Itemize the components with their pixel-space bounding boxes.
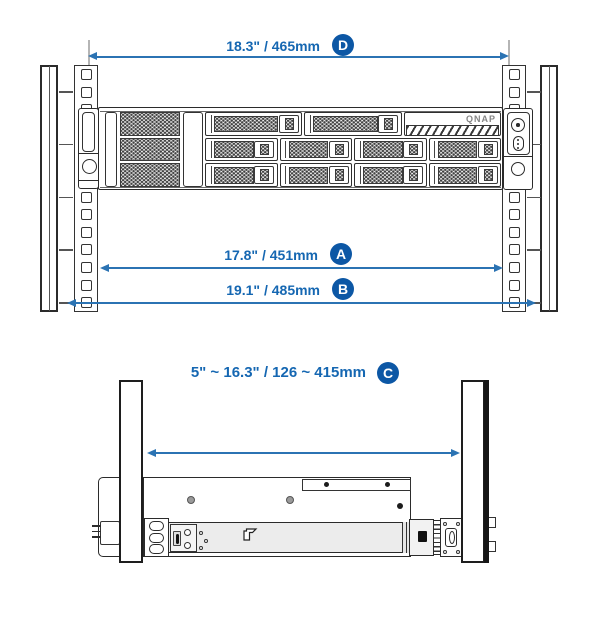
ear-divider-line: [79, 153, 98, 154]
drive-tray: [205, 112, 302, 136]
tray-mesh: [289, 141, 329, 158]
tray-latch: [329, 141, 349, 159]
tray-latch-slot: [285, 118, 294, 130]
tray-latch-slot: [409, 169, 418, 181]
rail-end-block: [440, 518, 462, 557]
side-view-post-left: [119, 380, 143, 563]
led-dots: [514, 137, 523, 149]
tray-handle-line: [434, 166, 435, 184]
rack-post-left-rail-seam-line: [49, 66, 50, 311]
mounting-ear-left: [78, 108, 99, 189]
vent-mesh-row: [120, 163, 180, 187]
rail-latch-plate: [170, 524, 197, 552]
drive-tray: [354, 138, 427, 162]
side-view-post-right-shadow-edge: [484, 380, 490, 563]
tray-mesh: [313, 116, 377, 133]
u-mark-line: [59, 91, 73, 93]
connector-pin-line: [92, 525, 101, 527]
end-block-screw: [443, 550, 447, 554]
plate-screw-hole: [184, 529, 191, 536]
drive-tray: [280, 163, 353, 187]
tray-latch: [279, 115, 299, 133]
dimension-b-arrowhead-right: [527, 299, 536, 307]
dimension-c-badge: C: [377, 362, 399, 384]
dimension-d-arrowhead-right: [500, 52, 509, 60]
u-mark-line: [527, 91, 541, 93]
led-dot: [517, 139, 519, 141]
tray-latch-slot: [335, 144, 344, 156]
strip-screw-dot: [324, 482, 329, 487]
tray-mesh: [289, 167, 329, 184]
tray-latch: [403, 141, 423, 159]
brand-panel-vent-hatch: [406, 125, 499, 136]
bracket-lock-pin: [418, 531, 427, 542]
dimension-a-arrowhead-left: [100, 264, 109, 272]
chassis-screw-dot: [187, 496, 195, 504]
drive-bay-grid: [205, 112, 501, 187]
chassis-screw-dot: [286, 496, 294, 504]
bracket-slot-hole: [149, 544, 164, 554]
u-mark-line: [59, 197, 73, 199]
rack-post-left-u-marks: [59, 91, 73, 304]
tray-mesh: [438, 141, 478, 158]
mounting-hole-icon: [81, 262, 92, 273]
mounting-ear-right: [503, 108, 533, 190]
plate-screw-hole: [184, 542, 191, 549]
drive-tray: [429, 163, 502, 187]
tray-latch-slot: [409, 144, 418, 156]
drive-tray: [354, 163, 427, 187]
end-block-screw: [456, 522, 460, 526]
tray-handle-line: [211, 166, 212, 184]
tray-handle-line: [211, 115, 212, 133]
mounting-hole-icon: [509, 244, 520, 255]
tray-latch-slot: [384, 118, 393, 130]
dimension-c-arrowhead-right: [451, 449, 460, 457]
dimension-d-line: [95, 56, 502, 58]
server-divider-panel: [183, 112, 203, 187]
dimension-b-label: 19.1" / 485mm: [226, 282, 320, 298]
u-mark-line: [59, 249, 73, 251]
thumbscrew-icon: [511, 162, 525, 176]
ear-divider-line: [504, 156, 532, 157]
chassis-rear-connector: [100, 521, 120, 545]
end-block-screw: [456, 550, 460, 554]
tray-mesh: [438, 167, 478, 184]
mounting-hole-icon: [81, 192, 92, 203]
rack-post-right-rail-seam-line: [549, 66, 550, 311]
rail-rivet: [199, 531, 203, 535]
mounting-hole-icon: [509, 280, 520, 291]
mounting-hole-icon: [509, 209, 520, 220]
dimension-b-badge: B: [332, 278, 354, 300]
mounting-hole-icon: [509, 192, 520, 203]
mounting-hole-icon: [81, 244, 92, 255]
drive-tray: [280, 138, 353, 162]
tray-latch-slot: [335, 169, 344, 181]
u-mark-line: [59, 144, 73, 146]
mounting-hole-icon: [509, 87, 520, 98]
led-dot: [517, 143, 519, 145]
dimension-a-label: 17.8" / 451mm: [224, 247, 318, 263]
tray-latch-slot: [484, 144, 493, 156]
chassis-screw-dot: [397, 503, 403, 509]
rail-rivet: [199, 546, 203, 550]
power-button-icon: [511, 118, 525, 132]
dimension-c-label: 5" ~ 16.3" / 126 ~ 415mm: [190, 364, 366, 381]
dimension-d-label: 18.3" / 465mm: [226, 38, 320, 54]
u-mark-line: [527, 197, 541, 199]
ear-divider-line: [79, 180, 98, 181]
tray-latch: [254, 166, 274, 184]
dimension-d-badge: D: [332, 34, 354, 56]
connector-pins: [92, 525, 101, 538]
drive-tray: [205, 138, 278, 162]
tray-mesh: [214, 116, 278, 133]
rail-direction-glyph-icon: [242, 527, 259, 542]
tray-latch-slot: [260, 144, 269, 156]
server-vent-panel: [120, 112, 180, 187]
tray-mesh: [363, 141, 403, 158]
mounting-hole-icon: [81, 209, 92, 220]
tray-handle-line: [360, 166, 361, 184]
dimension-a-arrowhead-right: [494, 264, 503, 272]
rail-rivet: [204, 539, 208, 543]
tray-handle-line: [285, 166, 286, 184]
connector-pin-line: [92, 536, 101, 538]
thumbscrew-icon: [82, 159, 97, 174]
tray-latch: [378, 115, 398, 133]
dimension-a-line: [106, 267, 497, 269]
tray-mesh: [363, 167, 403, 184]
tray-latch: [254, 141, 274, 159]
vent-mesh-row: [120, 112, 180, 136]
power-button-dot: [516, 123, 520, 127]
rail-latch: [173, 531, 181, 546]
rail-latch-pin: [176, 534, 180, 544]
mounting-hole-icon: [81, 227, 92, 238]
dimension-c-arrowhead-left: [147, 449, 156, 457]
qnap-logo: QNAP: [465, 114, 496, 124]
mounting-hole-icon: [81, 69, 92, 80]
ear-handle: [82, 112, 95, 152]
mounting-hole-icon: [509, 227, 520, 238]
tray-mesh: [214, 167, 254, 184]
strip-screw-dot: [385, 482, 390, 487]
drive-bay-row-3: [205, 163, 501, 187]
bracket-slot-hole: [149, 521, 164, 531]
drive-bay-row-1: [205, 112, 501, 136]
dimension-b-line: [73, 302, 529, 304]
dimension-a-badge: A: [330, 243, 352, 265]
tray-latch: [478, 141, 498, 159]
mounting-hole-icon: [509, 262, 520, 273]
tray-handle-line: [434, 141, 435, 159]
tray-handle-line: [285, 141, 286, 159]
side-view-post-right: [461, 380, 485, 563]
tray-handle-line: [310, 115, 311, 133]
chassis-top-strip: [302, 479, 411, 491]
bracket-slot-hole: [149, 533, 164, 543]
rail-rear-bracket: [409, 519, 434, 556]
brand-panel: [404, 112, 501, 136]
connector-pin-line: [92, 531, 101, 533]
drive-tray: [205, 163, 278, 187]
dimension-d-arrowhead-left: [88, 52, 97, 60]
mounting-hole-icon: [81, 87, 92, 98]
tray-handle-line: [211, 141, 212, 159]
rail-front-bracket: [144, 518, 169, 557]
end-block-oval: [449, 531, 455, 544]
tray-mesh: [214, 141, 254, 158]
drive-bay-row-2: [205, 138, 501, 162]
led-indicator: [513, 136, 524, 151]
drive-tray: [429, 138, 502, 162]
mounting-hole-icon: [81, 280, 92, 291]
vent-mesh-row: [120, 138, 180, 162]
server-left-bezel-strip: [105, 112, 117, 187]
dimension-b-arrowhead-left: [67, 299, 76, 307]
tray-latch: [478, 166, 498, 184]
tray-handle-line: [360, 141, 361, 159]
dimension-c-line: [153, 452, 453, 454]
led-dot: [517, 147, 519, 149]
u-mark-line: [527, 249, 541, 251]
tray-latch: [403, 166, 423, 184]
mounting-hole-icon: [509, 69, 520, 80]
end-block-screw: [443, 522, 447, 526]
tray-latch: [329, 166, 349, 184]
drive-tray: [304, 112, 401, 136]
tray-latch-slot: [260, 169, 269, 181]
tray-latch-slot: [484, 169, 493, 181]
